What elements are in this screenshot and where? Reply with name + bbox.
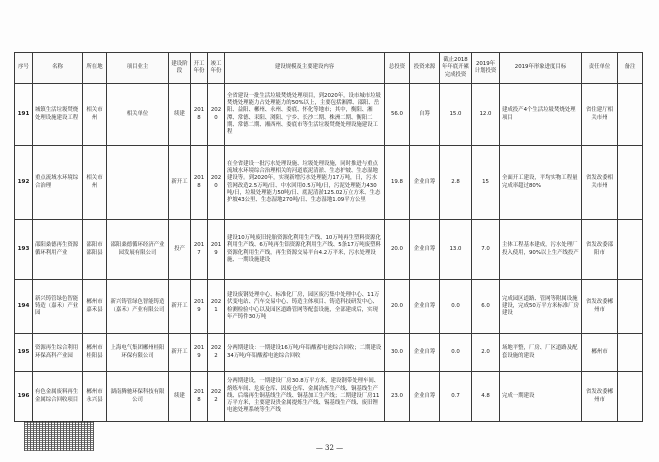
cell-owner: 新兴铸管绿色智能铸造（嘉禾）产业有限公司	[107, 280, 169, 334]
cell-target-2019: 主体工程基本建成，污水处理厂投入使用，90%以上生产线投产	[500, 220, 582, 280]
cell-note	[618, 220, 643, 280]
cell-investment-source: 企业自筹	[410, 372, 440, 422]
header-scope: 建设规模及主要建设内容	[225, 53, 385, 84]
table-row	[15, 220, 643, 280]
cell-owner	[107, 146, 169, 220]
cell-scope: 全省建设一批生活垃圾焚烧处理项目，到2020年，设市城市垃圾焚烧处理能力占处理能力的50%以上，主要包括湘潭、邵阳、岳阳、益阳、郴州、永州、娄底、怀化等地市；其中，衡阳、湘潭、常德、耒阳、浏阳、宁乡、长沙二期、株洲二期、衡阳二期、常德二期、湘西州、娄底市等生活垃圾焚烧处理设施建设工程	[225, 84, 385, 146]
cell-start-year: 2019	[191, 280, 208, 334]
cell-seq: 193	[15, 220, 33, 280]
cell-target-2019: 全面开工建设，平均实物工程量完成率超过80%	[500, 146, 582, 220]
project-table	[14, 52, 643, 422]
cell-responsible-unit: 郴州市	[582, 334, 618, 372]
header-end-year: 竣工年份	[208, 53, 225, 84]
cell-end-year: 2021	[208, 280, 225, 334]
cell-name: 城镇生活垃圾焚烧处理设施建设工程	[33, 84, 83, 146]
header-note: 备注	[618, 53, 643, 84]
header-location: 所在地	[83, 53, 107, 84]
cell-plan-2019: 12.0	[472, 84, 500, 146]
table-header-row	[15, 53, 643, 84]
header-responsible-unit: 责任单位	[582, 53, 618, 84]
header-name: 名称	[33, 53, 83, 84]
cell-name: 邵阳桑德再生资源循环利用产业	[33, 220, 83, 280]
cell-stage: 续建	[169, 372, 191, 422]
cell-seq: 191	[15, 84, 33, 146]
cell-target-2019: 场地平整，厂房、厂区道路及配套设施的建设	[500, 334, 582, 372]
cell-plan-2019: 15	[472, 146, 500, 220]
cell-note	[618, 372, 643, 422]
cell-investment-source: 企业自筹	[410, 280, 440, 334]
cell-scope: 分两期建设，一期建设厂房30.8万平方米，建设钢带处理车间、熔炼车间、危废仓库、固废仓库、金属冶炼生产线、铜基线生产线、后端再生铜基线生产线、铜基加工生产线；二期建设厂房11万平方米，主要建设贵金属提炼生产线、锡基线生产线、废旧锂电池处理系统等生产线	[225, 372, 385, 422]
cell-target-2019: 建成投产4个生活垃圾焚烧处理项目	[500, 84, 582, 146]
cell-location: 郴州市桂阳县	[83, 334, 107, 372]
cell-stage: 新开工	[169, 146, 191, 220]
cell-total-investment: 20.0	[385, 220, 410, 280]
cell-total-investment: 19.8	[385, 146, 410, 220]
cell-seq: 196	[15, 372, 33, 422]
cell-cumulative-2018: 15.0	[440, 84, 472, 146]
cell-name: 有色金属废料再生金属综合回收项目	[33, 372, 83, 422]
cell-owner: 邵阳桑德循环经济产业园发展有限公司	[107, 220, 169, 280]
cell-scope: 在全省建设一批污水处理设施、垃圾处理设施，同时推进与重点流域水环境综合治理相关的河道底泥清淤、生态护坡、生态湿地建设等。到2020年，实现新增污水处理能力17万吨，日，污水管网改造2.5万吨/日、中水回用0.5万吨/日，污泥处理能力430吨/日，垃圾处理能力50吨/日、底泥清淤125.02万立方米、生态护坡43公里、生态湿地270吨/日、生态湿地1.09平方公里	[225, 146, 385, 220]
cell-end-year: 2022	[208, 372, 225, 422]
cell-stage: 投产	[169, 220, 191, 280]
cell-start-year: 2018	[191, 146, 208, 220]
cell-owner: 相关单位	[107, 84, 169, 146]
table-row	[15, 280, 643, 334]
cell-investment-source: 企业自筹	[410, 220, 440, 280]
cell-scope: 建设10万吨废旧轮胎资源化利用生产线、10万吨再生塑料资源化利用生产线、6万吨再生铝资源化利用生产线、5条17万吨废塑料资源化利用生产线，再生资源交易平台4.2万平米，污水处理设施、一期设施建设	[225, 220, 385, 280]
cell-end-year: 2019	[208, 220, 225, 280]
cell-location: 相关市州	[83, 84, 107, 146]
table-row	[15, 84, 643, 146]
cell-location: 相关市州	[83, 146, 107, 220]
cell-start-year: 2018	[191, 84, 208, 146]
cell-plan-2019: 6.0	[472, 280, 500, 334]
cell-total-investment: 20.0	[385, 280, 410, 334]
cell-end-year: 2020	[208, 84, 225, 146]
cell-location: 郴州市嘉禾县	[83, 280, 107, 334]
cell-seq: 192	[15, 146, 33, 220]
cell-stage: 续建	[169, 84, 191, 146]
cell-note	[618, 84, 643, 146]
cell-name: 重点流域水环境综合治理	[33, 146, 83, 220]
cell-start-year: 2019	[191, 334, 208, 372]
cell-cumulative-2018: 0.0	[440, 280, 472, 334]
cell-total-investment: 30.0	[385, 334, 410, 372]
cell-stage: 新开工	[169, 334, 191, 372]
cell-responsible-unit: 省住建厅相关市州	[582, 84, 618, 146]
cell-seq: 195	[15, 334, 33, 372]
header-plan-2019: 2019年计划投资	[472, 53, 500, 84]
cell-owner: 湖南腾驰环保科技有限公司	[107, 372, 169, 422]
cell-cumulative-2018: 13.0	[440, 220, 472, 280]
cell-stage: 新开工	[169, 280, 191, 334]
cell-total-investment: 56.0	[385, 84, 410, 146]
header-stage: 建设阶段	[169, 53, 191, 84]
cell-name: 资源再生综合利用环保高科产业园	[33, 334, 83, 372]
table-row	[15, 146, 643, 220]
cell-scope: 建设废钢处理中心、标准化厂房，园区废污集中处理中心、11万伏变电站、汽车交易中心、铸造主体项目、铸造科技研发中心、检测检验中心以及园区道路管网等配套设施，全部建成后，实现年产铸件30万吨	[225, 280, 385, 334]
cell-note	[618, 280, 643, 334]
cell-name: 新兴铸管绿色智能铸造（嘉禾）产业园	[33, 280, 83, 334]
cell-responsible-unit: 省发改委邵阳市	[582, 220, 618, 280]
cell-total-investment: 23.0	[385, 372, 410, 422]
cell-responsible-unit: 省发改委郴州市	[582, 372, 618, 422]
cell-location: 邵阳市邵阳县	[83, 220, 107, 280]
cell-note	[618, 146, 643, 220]
page-number: — 32 —	[315, 444, 344, 452]
cell-plan-2019: 7.0	[472, 220, 500, 280]
cell-start-year: 2017	[191, 220, 208, 280]
cell-seq: 194	[15, 280, 33, 334]
cell-cumulative-2018: 0.7	[440, 372, 472, 422]
cell-scope: 分两期建设：一期建设16万吨/年铅酸蓄电池综合回收；二期建设34万吨/年铅酸蓄电池综合回收	[225, 334, 385, 372]
cell-end-year: 2022	[208, 334, 225, 372]
header-seq: 序号	[15, 53, 33, 84]
table-row	[15, 372, 643, 422]
header-investment-source: 投资来源	[410, 53, 440, 84]
header-start-year: 开工年份	[191, 53, 208, 84]
cell-plan-2019: 4.8	[472, 372, 500, 422]
cell-target-2019: 完成园区道路、管网等附属设施建设，完成50万平方米标准厂房建设	[500, 280, 582, 334]
cell-start-year: 2018	[191, 372, 208, 422]
cell-note	[618, 334, 643, 372]
cell-cumulative-2018: 0.0	[440, 334, 472, 372]
cell-cumulative-2018: 2.8	[440, 146, 472, 220]
cell-plan-2019: 2.0	[472, 334, 500, 372]
cell-responsible-unit: 省发改委郴州市	[582, 280, 618, 334]
table-row	[15, 334, 643, 372]
header-target-2019: 2019年形象进度目标	[500, 53, 582, 84]
cell-investment-source: 企业自筹	[410, 334, 440, 372]
cell-responsible-unit: 省发改委相关市州	[582, 146, 618, 220]
cell-end-year: 2020	[208, 146, 225, 220]
header-owner: 项目业主	[107, 53, 169, 84]
header-total-investment: 总投资	[385, 53, 410, 84]
cell-owner: 上海电气集团郴州桂阳环保有限公司	[107, 334, 169, 372]
header-cumulative-2018: 截止2018年年底开累完成投资	[440, 53, 472, 84]
cell-location: 郴州市永兴县	[83, 372, 107, 422]
cell-investment-source: 企业自筹	[410, 146, 440, 220]
cell-target-2019: 完成一期建设	[500, 372, 582, 422]
cell-investment-source: 自筹	[410, 84, 440, 146]
